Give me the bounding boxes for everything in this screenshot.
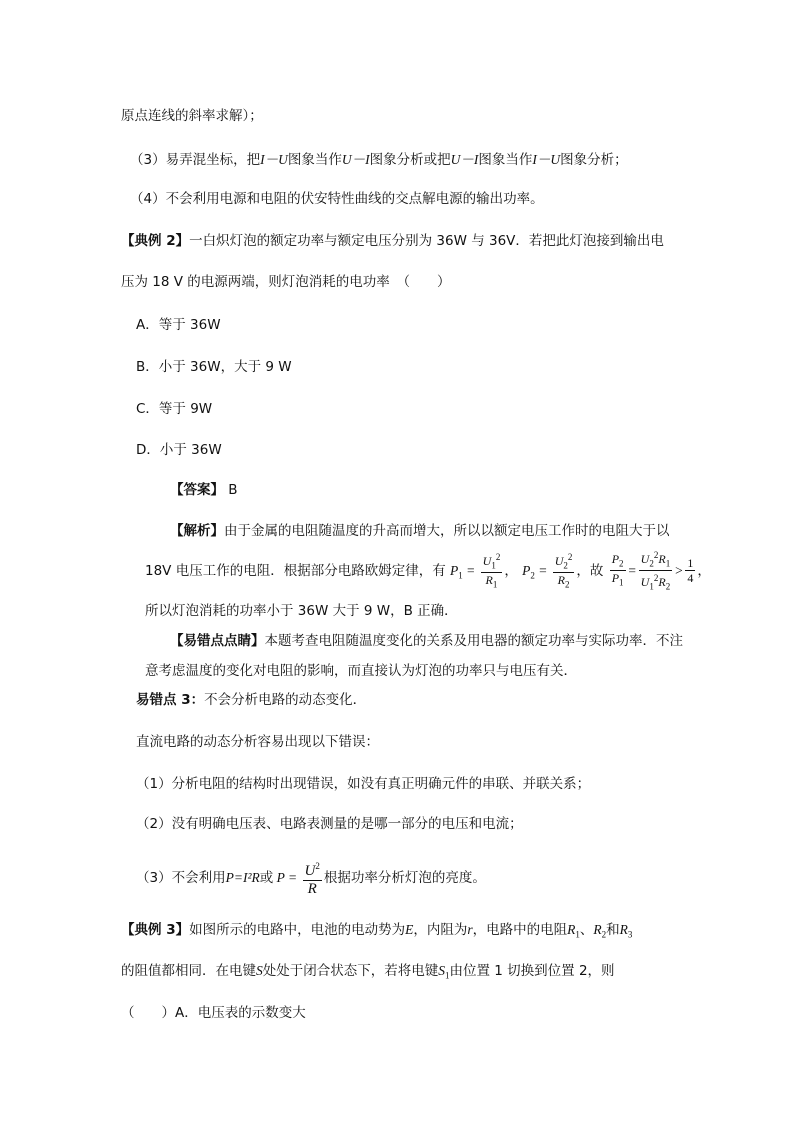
example2-analysis-line-1: 【解析】由于金属的电阻随温度的升高而增大，所以以额定电压工作时的电阻大于以 <box>170 523 670 539</box>
intro-item-4: （4）不会利用电源和电阻的伏安特性曲线的交点解电源的输出功率。 <box>130 191 544 207</box>
formula-u2-over-r: $\frac{U^2}{R}$ <box>303 858 322 898</box>
example2-stem-line-2: 压为 18 V 的电源两端，则灯泡消耗的电功率 （ ） <box>121 274 451 290</box>
example2-tag: 【典例 2】 <box>121 233 190 249</box>
example2-tips-line-2: 意考虑温度的变化对电阻的影响，而直接认为灯泡的功率只与电压有关． <box>145 663 577 679</box>
formula-p2: $P_2$ = <box>522 562 551 581</box>
example3-stem-line-3: （ ）A．电压表的示数变大 <box>121 1005 306 1021</box>
formula-ratio-rhs: $\frac{U_2^2R_1}{U_1^2R_2}$ <box>640 550 671 592</box>
example2-answer: 【答案】 B <box>170 482 238 498</box>
intro-item-3: （3）易弄混坐标，把I－U图象当作U－I图象分析或把U－I图象当作I－U图象分析； <box>130 152 628 168</box>
formula-p1-fraction: $\frac{U_1^2}{R_1}$ <box>482 552 501 590</box>
point3-item-2: （2）没有明确电压表、电路表测量的是哪一部分的电压和电流； <box>136 816 523 832</box>
point3-intro: 直流电路的动态分析容易出现以下错误： <box>136 734 379 750</box>
point3-item-3: （3）不会利用P=I²R或 P = $\frac{U^2}{R}$ 根据功率分析灯泡的亮度。 <box>136 856 486 900</box>
formula-p2-fraction: $\frac{U_2^2}{R_2}$ <box>554 552 573 590</box>
answer-tag: 【答案】 <box>170 482 224 498</box>
tips-tag: 【易错点点睛】 <box>170 633 265 649</box>
point3-item-1: （1）分析电阻的结构时出现错误，如没有真正明确元件的串联、并联关系； <box>136 776 591 792</box>
point3-tag: 易错点 3： <box>136 692 205 708</box>
example2-analysis-line-2: 18V 电压工作的电阻．根据部分电路欧姆定律，有 $P_1$ = $\frac{U_1^2}{R_1}$ ， $P_2$ = $\frac{U_2^2}{R_2}$ ，故 $\frac{P_2}{P_1}$ = $\frac{U_2^2R_1}{U_1^2R_2}$ > $\frac{1}{4}$ ， <box>145 550 711 592</box>
example2-option-c: C．等于 9W <box>136 401 213 417</box>
formula-quarter: $\frac{1}{4}$ <box>687 556 694 586</box>
example2-option-d: D．小于 36W <box>136 442 222 458</box>
example2-option-a: A．等于 36W <box>136 317 221 333</box>
example3-tag: 【典例 3】 <box>121 922 190 938</box>
example2-stem-line-1: 【典例 2】一白炽灯泡的额定功率与额定电压分别为 36W 与 36V．若把此灯泡接到输出电 <box>121 233 664 249</box>
example2-analysis-line-3: 所以灯泡消耗的功率小于 36W 大于 9 W，B 正确． <box>145 603 458 619</box>
intro-line-1: 原点连线的斜率求解）； <box>121 108 263 124</box>
example3-stem-line-2: 的阻值都相同．在电键S处处于闭合状态下，若将电键$S_1$由位置 1 切换到位置 2，则 <box>121 963 615 981</box>
formula-p1: $P_1$ = <box>450 562 479 581</box>
formula-ratio-lhs: $\frac{P_2}{P_1}$ <box>611 552 624 588</box>
example3-stem-line-1: 【典例 3】如图所示的电路中，电池的电动势为E，内阻为r，电路中的电阻$R_1$、$R_2$和$R_3$ <box>121 922 633 940</box>
point3-heading: 易错点 3：不会分析电路的动态变化． <box>136 692 367 708</box>
example2-option-b: B．小于 36W，大于 9 W <box>136 359 292 375</box>
example2-tips-line-1: 【易错点点睛】本题考查电阻随温度变化的关系及用电器的额定功率与实际功率．不注 <box>170 633 683 649</box>
analysis-tag: 【解析】 <box>170 523 224 539</box>
